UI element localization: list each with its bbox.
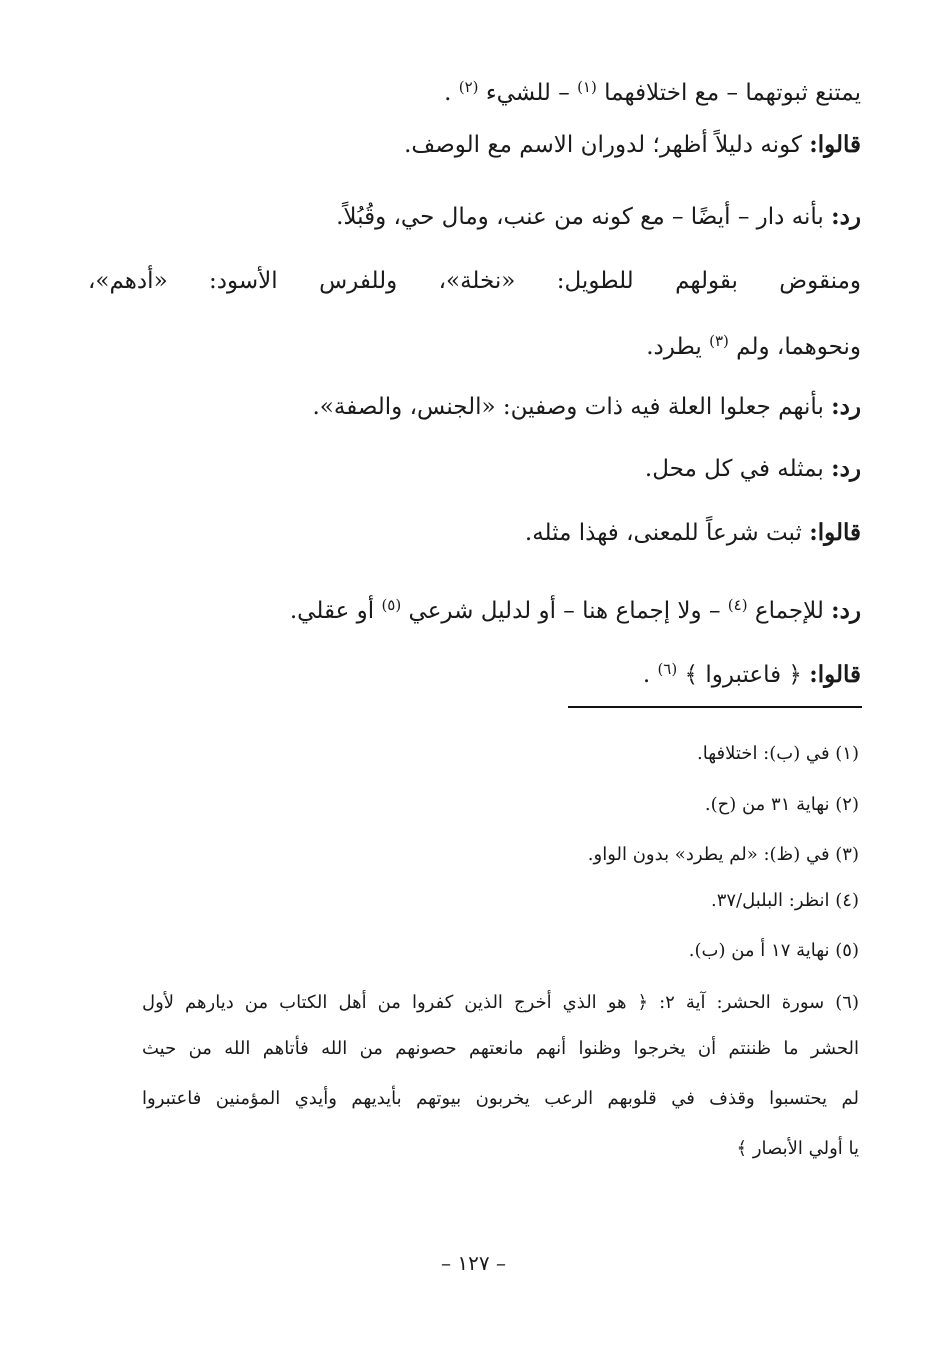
- keyword-radd: رد:: [831, 393, 861, 420]
- footnote-ref[interactable]: (٥): [381, 596, 402, 614]
- body-text: كونه دليلاً أظهر؛ لدوران الاسم مع الوصف.: [404, 132, 802, 158]
- body-text: بأنه دار – أيضًا – مع كونه من عنب، ومال حي، وقُبُلاً.: [336, 204, 824, 230]
- footnote-ref[interactable]: (٢): [458, 78, 479, 96]
- body-text: يطرد.: [646, 334, 702, 360]
- body-text: بأنهم جعلوا العلة فيه ذات وصفين: «الجنس، والصفة».: [312, 394, 824, 420]
- body-line-5: [646, 326, 861, 362]
- keyword-radd: رد:: [831, 455, 861, 482]
- footnote-5: (٥) نهاية ١٧ أ من (ب).: [688, 940, 859, 961]
- body-line-4: [88, 266, 861, 296]
- footnote-6-line-2: الحشر ما ظننتم أن يخرجوا وظنوا أنهم مانعتهم حصونهم من الله فأتاهم الله من حيث: [142, 1038, 859, 1059]
- footnote-6-line-3: لم يحتسبوا وقذف في قلوبهم الرعب يخربون بيوتهم بأيديهم وأيدي المؤمنين فاعتبروا: [142, 1088, 859, 1109]
- keyword-qalu: قالوا:: [809, 661, 861, 688]
- body-text: .: [444, 80, 452, 106]
- footnote-ref[interactable]: (٤): [727, 596, 748, 614]
- footnote-6-line-4: يا أولي الأبصار ﴾: [736, 1138, 859, 1159]
- body-text: ومنقوض بقولهم للطويل: «نخلة»، وللفرس الأسود: «أدهم»،: [88, 268, 861, 294]
- footnote-ref[interactable]: (٦): [657, 660, 678, 678]
- body-text: – للشيء: [485, 80, 570, 106]
- body-text: بمثله في كل محل.: [644, 456, 824, 482]
- footnote-2: (٢) نهاية ٣١ من (ح).: [704, 794, 859, 815]
- body-line-3: [336, 202, 861, 232]
- footnote-ref[interactable]: (٣): [709, 332, 729, 350]
- keyword-qalu: قالوا:: [809, 519, 861, 546]
- footnote-separator: [568, 706, 862, 708]
- body-line-8: [525, 518, 861, 548]
- quran-quote: ﴿ فاعتبروا ﴾: [684, 662, 802, 688]
- body-text: .: [642, 662, 651, 688]
- body-text: يمتنع ثبوتهما – مع اختلافهما: [604, 80, 861, 106]
- footnote-3: (٣) في (ظ): «لم يطرد» بدون الواو.: [587, 844, 859, 865]
- keyword-radd: رد:: [831, 203, 861, 230]
- footnote-6-line-1: (٦) سورة الحشر: آية ٢: ﴿ هو الذي أخرج الذين كفروا من أهل الكتاب من ديارهم لأول: [142, 992, 859, 1013]
- body-text: – ولا إجماع هنا – أو لدليل شرعي: [408, 598, 721, 624]
- body-text: ثبت شرعاً للمعنى، فهذا مثله.: [524, 520, 802, 546]
- footnote-4: (٤) انظر: البلبل/٣٧.: [710, 890, 859, 911]
- footnote-1: (١) في (ب): اختلافها.: [697, 743, 859, 764]
- body-text: أو عقلي.: [289, 598, 375, 624]
- body-line-2: [404, 130, 861, 160]
- keyword-qalu: قالوا:: [809, 131, 861, 158]
- body-line-7: [645, 454, 861, 484]
- page-number: – ١٢٧ –: [441, 1251, 506, 1275]
- body-line-1: [444, 72, 861, 108]
- body-line-9: [290, 590, 861, 626]
- body-line-10: [643, 654, 861, 690]
- body-line-6: [312, 392, 861, 422]
- body-text: للإجماع: [754, 598, 824, 624]
- body-text: ونحوهما، ولم: [736, 334, 861, 360]
- footnote-ref[interactable]: (١): [577, 78, 597, 96]
- keyword-radd: رد:: [831, 597, 861, 624]
